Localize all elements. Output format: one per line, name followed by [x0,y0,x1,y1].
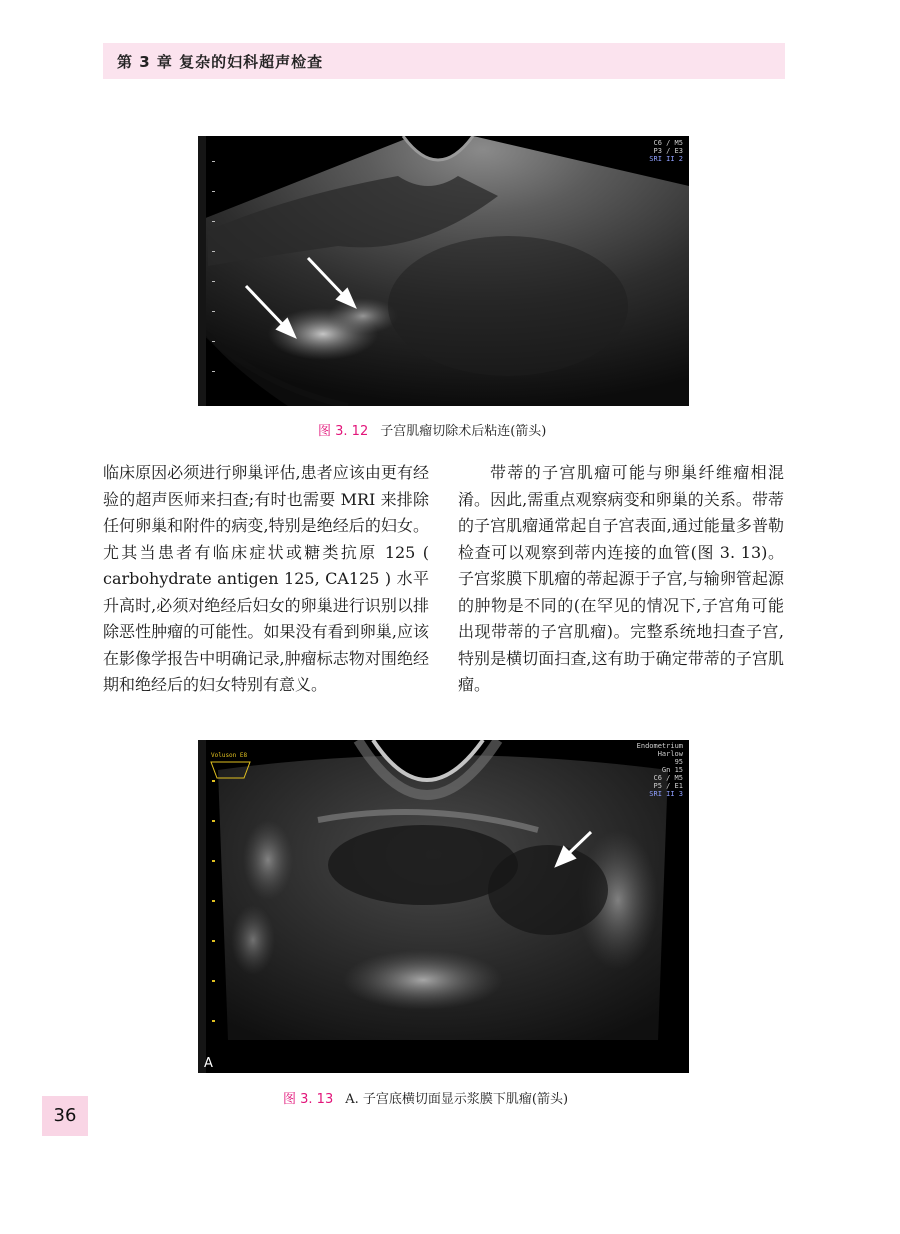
ultrasound-image-fig-3-12 [198,136,689,406]
scan-parameters [637,742,683,798]
param-line: C6 / M5 [653,139,683,147]
param-line: SRI II 3 [649,790,683,798]
figure-number: 图 3. 13 [283,1092,334,1107]
paragraph: 带蒂的子宫肌瘤可能与卵巢纤维瘤相混淆。因此,需重点观察病变和卵巢的关系。带蒂的子宫肌瘤通常起自子宫表面,通过能量多普勒检查可以观察到蒂内连接的血管(图 3. 13)。子宫浆膜下肌瘤的蒂起源于子宫,与输卵管起源的肿物是不同的(在罕见的情况下,子宫角可能出现带蒂的子宫肌瘤)。完整系统地扫查子宫,特别是横切面扫查,这有助于确定带蒂的子宫肌瘤。 [458,463,784,694]
figure-caption-3-12 [318,420,546,439]
param-line: 95 [674,758,683,766]
scan-parameters [649,139,683,163]
body-column-left [103,460,429,699]
page-number-box [42,1096,88,1136]
figure-caption-3-13 [283,1088,568,1107]
param-line: P5 / E1 [653,782,683,790]
param-line: Endometrium [636,742,683,750]
figure-caption-text: A. 子宫底横切面显示浆膜下肌瘤(箭头) [345,1092,569,1107]
page-number: 36 [53,1105,77,1126]
ultrasound-image-fig-3-13 [198,740,689,1073]
figure-caption-text: 子宫肌瘤切除术后粘连(箭头) [380,424,547,439]
logo-text: Voluson E8 [211,752,248,759]
param-line: SRI II 2 [649,155,683,163]
param-line: C6 / M5 [653,774,683,782]
chapter-header [103,43,785,79]
paragraph: 临床原因必须进行卵巢评估,患者应该由更有经验的超声医师来扫查;有时也需要 MRI 来排除任何卵巢和附件的病变,特别是绝经后的妇女。尤其当患者有临床症状或糖类抗原 125 ( carbohydrate antigen 125, CA125 ) 水平升高时,必须对绝经后妇女的卵巢进行识别以排除恶性肿瘤的可能性。如果没有看到卵巢,应该在影像学报告中明确记录,肿瘤标志物对围绝经期和绝经后的妇女特别有意义。 [103,463,429,694]
figure-number: 图 3. 12 [318,424,369,439]
param-line: Harlow [657,750,683,758]
param-line: P3 / E3 [653,147,683,155]
param-line: Gn 15 [661,766,683,774]
panel-letter: A [204,1056,213,1071]
body-column-right [458,460,784,699]
chapter-title: 第 3 章 复杂的妇科超声检查 [117,53,324,71]
